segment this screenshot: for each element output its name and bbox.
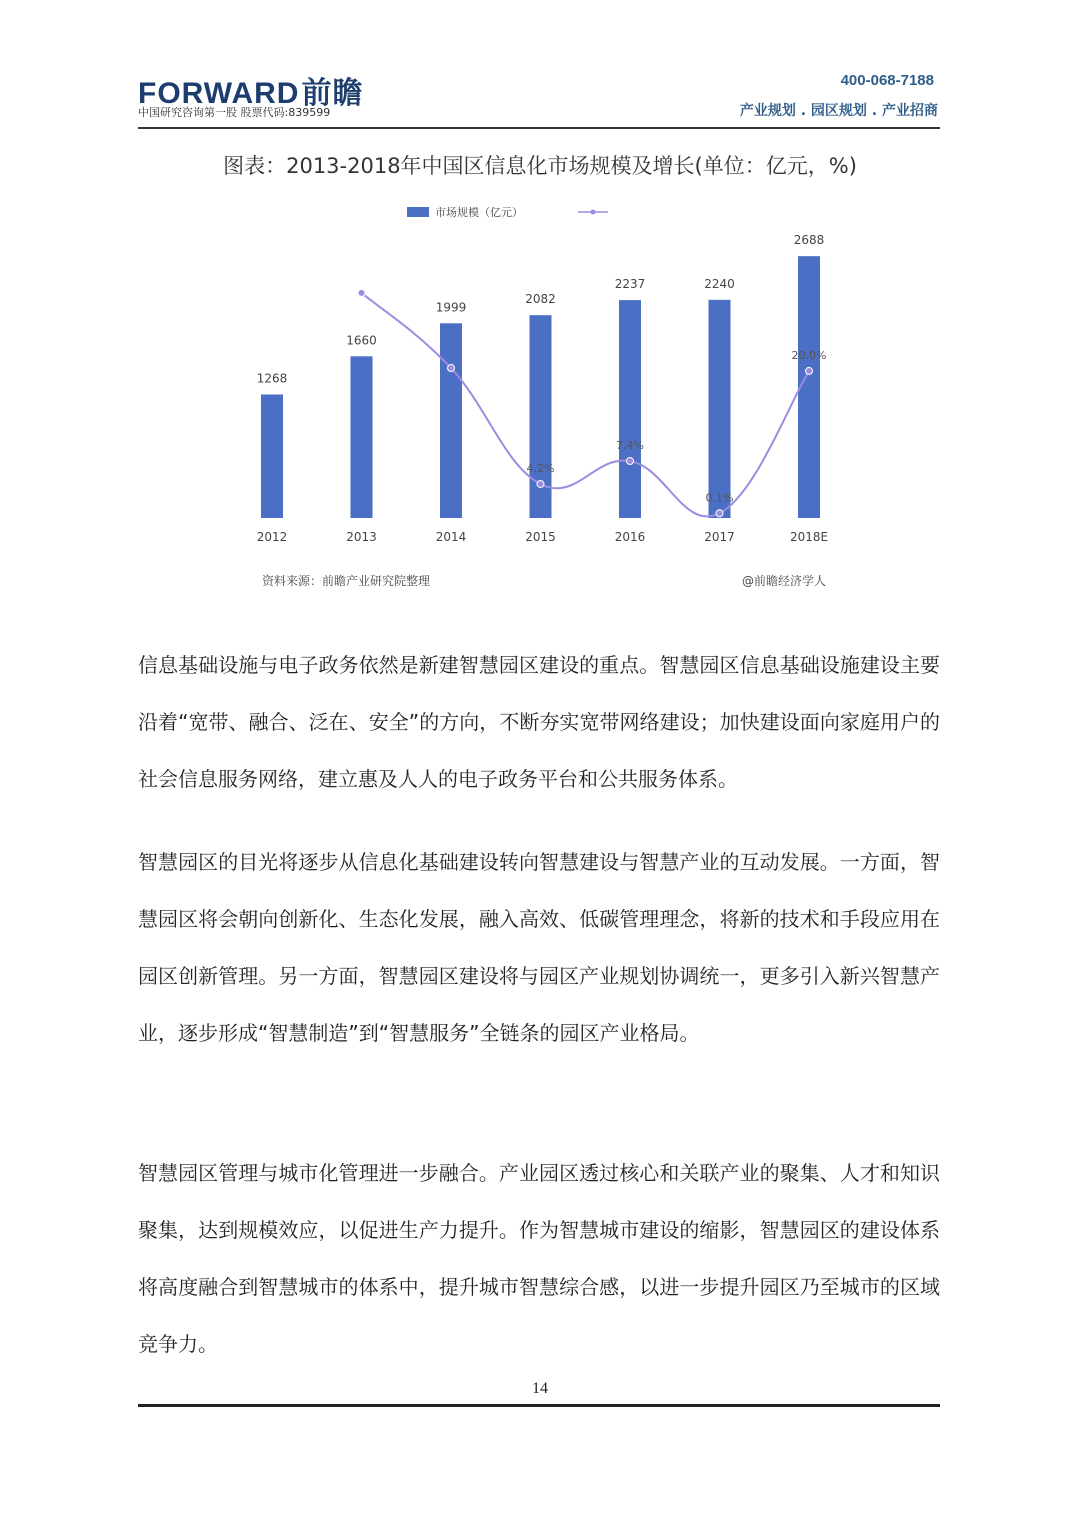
bar-label-2014: 1999: [435, 300, 467, 315]
paragraph-1: 信息基础设施与电子政务依然是新建智慧园区建设的重点。智慧园区信息基础设施建设主要沿着“宽带、融合、泛在、安全”的方向，不断夯实宽带网络建设；加快建设面向家庭用户的社会信息服务网络，建立惠及人人的电子政务平台和公共服务体系。: [138, 653, 940, 791]
bar-2014: [440, 323, 462, 518]
bar-label-2015: 2082: [525, 292, 556, 307]
growth-label-2015: 4.2%: [526, 461, 555, 475]
growth-label-2018E: 20.0%: [791, 348, 827, 362]
header-divider: [138, 127, 940, 129]
x-tick-2012: 2012: [256, 530, 288, 544]
header-phone: 400-068-7188: [840, 72, 934, 89]
bar-2016: [619, 300, 641, 518]
chart-source: 资料来源：前瞻产业研究院整理: [262, 574, 431, 588]
page-header: [138, 62, 940, 128]
x-tick-2014: 2014: [435, 530, 467, 544]
growth-point-2014: [448, 365, 455, 372]
growth-label-2017: 0.1%: [705, 491, 734, 505]
page-number: 14: [532, 1380, 548, 1397]
x-tick-2018E: 2018E: [789, 530, 829, 544]
chart-title: 图表：2013-2018年中国区信息化市场规模及增长(单位：亿元，%): [223, 154, 857, 178]
growth-point-2018E: [806, 367, 813, 374]
header-tagline: 中国研究咨询第一股 股票代码:839599: [138, 106, 331, 119]
logo-en: FORWARD: [138, 77, 300, 110]
footer-divider: [138, 1404, 940, 1407]
growth-point-2015: [537, 480, 544, 487]
x-tick-2016: 2016: [614, 530, 646, 544]
legend-marker-line: [591, 210, 596, 215]
bar-label-2016: 2237: [614, 277, 646, 292]
bar-label-2018E: 2688: [793, 233, 825, 248]
x-tick-2017: 2017: [704, 530, 735, 544]
bar-label-2013: 1660: [346, 333, 377, 348]
chart-credit: @前瞻经济学人: [742, 574, 827, 588]
growth-point-2013: [358, 289, 365, 296]
growth-line: [362, 293, 810, 517]
x-tick-2015: 2015: [525, 530, 556, 544]
paragraph-3: 智慧园区管理与城市化管理进一步融合。产业园区透过核心和关联产业的聚集、人才和知识聚集，达到规模效应，以促进生产力提升。作为智慧城市建设的缩影，智慧园区的建设体系将高度融合到智慧城市的体系中，提升城市智慧综合感，以进一步提升园区乃至城市的区域竞争力。: [138, 1161, 940, 1356]
x-tick-2013: 2013: [346, 530, 377, 544]
growth-point-2017: [716, 510, 723, 517]
market-size-chart: [230, 195, 850, 595]
bar-label-2012: 1268: [256, 371, 288, 386]
legend-label-bars: 市场规模（亿元）: [435, 206, 523, 219]
growth-label-2016: 7.4%: [616, 439, 644, 453]
logo-cn: 前瞻: [301, 77, 364, 110]
bar-2013: [351, 356, 373, 518]
bar-2017: [709, 300, 731, 518]
paragraph-2: 智慧园区的目光将逐步从信息化基础建设转向智慧建设与智慧产业的互动发展。一方面，智慧园区将会朝向创新化、生态化发展，融入高效、低碳管理理念，将新的技术和手段应用在园区创新管理。另一方面，智慧园区建设将与园区产业规划协调统一，更多引入新兴智慧产业，逐步形成“智慧制造”到“智慧服务”全链条的园区产业格局。: [138, 850, 940, 1045]
bar-2012: [261, 394, 283, 518]
legend-swatch-bars: [407, 207, 429, 217]
header-services: 产业规划 . 园区规划 . 产业招商: [739, 103, 938, 119]
bar-label-2017: 2240: [704, 276, 735, 291]
growth-point-2016: [627, 458, 634, 465]
